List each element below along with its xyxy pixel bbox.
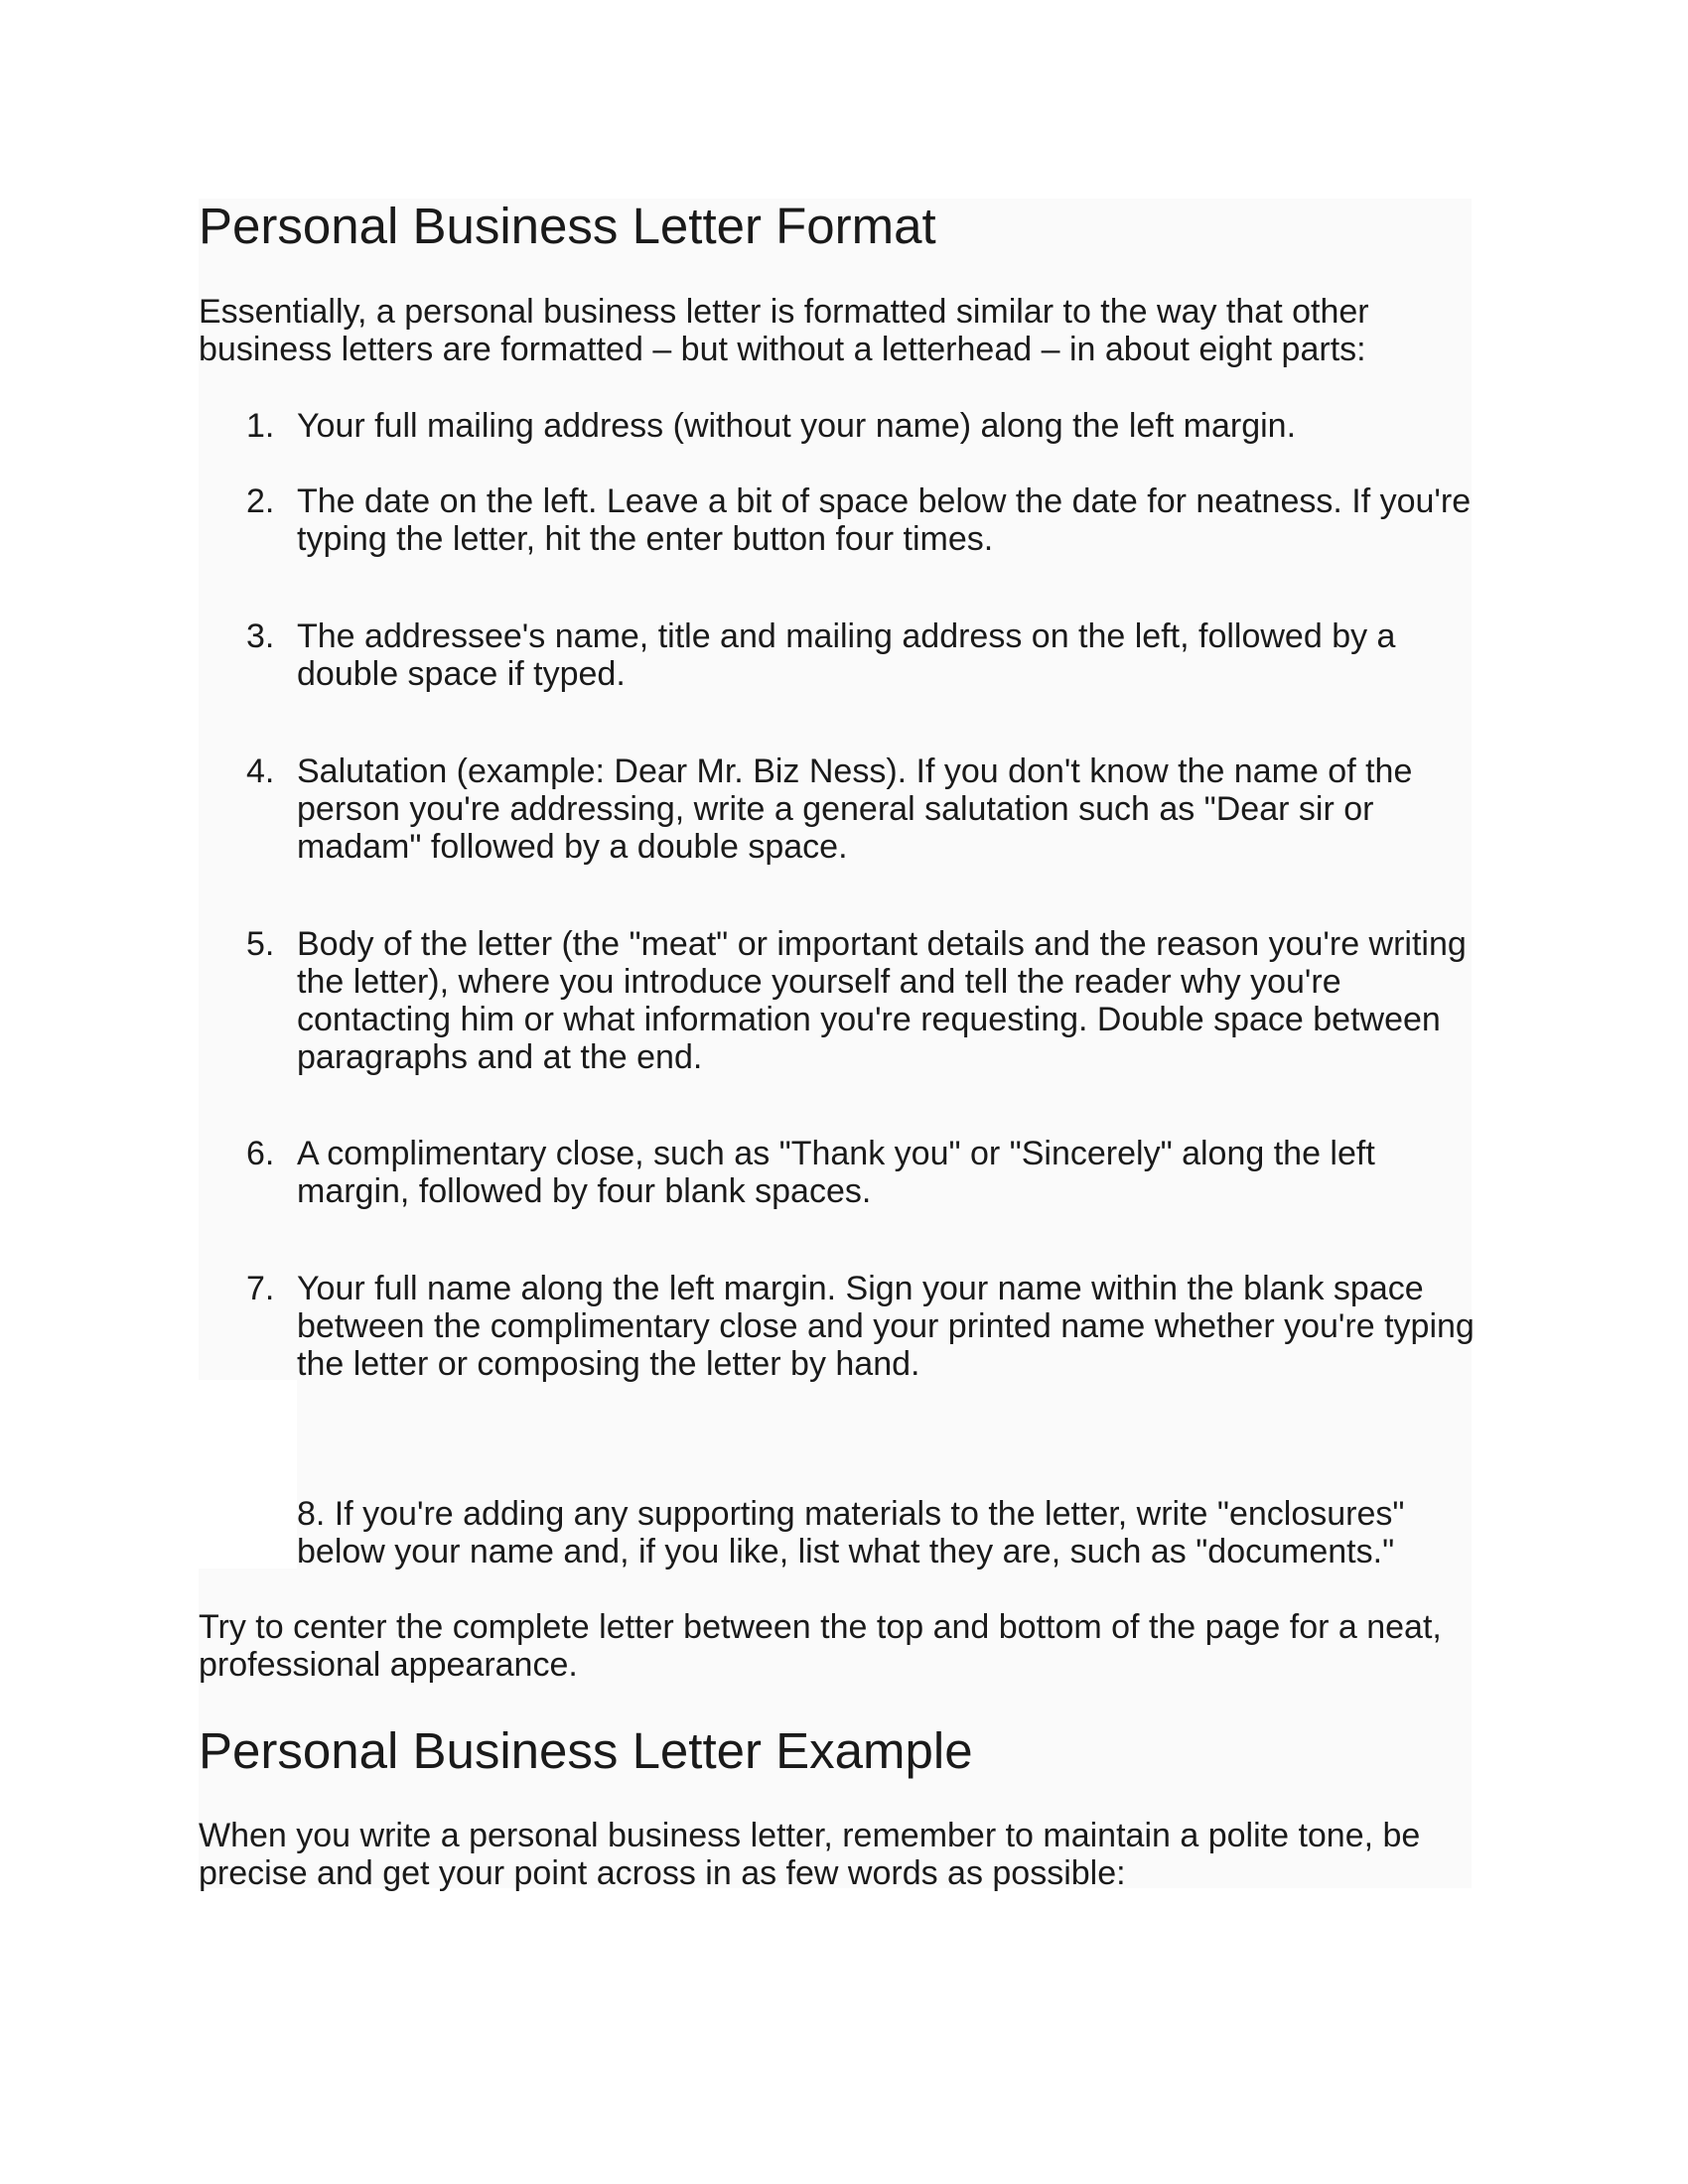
- list-number: 7.: [246, 1270, 275, 1307]
- list-item-6: [199, 1135, 1489, 1210]
- list-number: 6.: [246, 1135, 275, 1172]
- list-item-7: [199, 1270, 1489, 1383]
- list-number: 1.: [246, 407, 275, 445]
- list-text: The addressee's name, title and mailing address on the left, followed by a double space if typed.: [297, 617, 1396, 693]
- list-number: 4.: [246, 752, 275, 790]
- list-text: Salutation (example: Dear Mr. Biz Ness). If you don't know the name of the person you're addressing, write a general salutation such as "Dear sir or madam" followed by a double space.: [297, 752, 1413, 866]
- page-title-format: Personal Business Letter Format: [199, 198, 936, 254]
- list-text: The date on the left. Leave a bit of space below the date for neatness. If you're typing the letter, hit the enter button four times.: [297, 482, 1472, 558]
- list-text: Your full name along the left margin. Sign your name within the blank space between the complimentary close and your printed name whether you're typing the letter or composing the letter by hand.: [297, 1270, 1475, 1383]
- list-item-1: [199, 407, 1489, 445]
- intro-paragraph: Essentially, a personal business letter is formatted similar to the way that other business letters are formatted – but without a letterhead – in about eight parts:: [199, 293, 1369, 368]
- list-text: Body of the letter (the "meat" or important details and the reason you're writing the letter), where you introduce yourself and tell the reader why you're contacting him or what information you're requesting. Double space between paragraphs and at the end.: [297, 925, 1467, 1076]
- list-item-8: 8. If you're adding any supporting materials to the letter, write "enclosures" below your name and, if you like, list what they are, such as "documents.": [297, 1495, 1405, 1570]
- list-item-3: [199, 617, 1489, 693]
- list-text: A complimentary close, such as "Thank you" or "Sincerely" along the left margin, followed by four blank spaces.: [297, 1135, 1375, 1210]
- section-title-example: Personal Business Letter Example: [199, 1722, 973, 1779]
- list-item-4: [199, 752, 1489, 866]
- list-number: 3.: [246, 617, 275, 655]
- list-item-5: [199, 925, 1489, 1076]
- closing-paragraph: Try to center the complete letter between the top and bottom of the page for a neat, professional appearance.: [199, 1608, 1442, 1684]
- list-text: Your full mailing address (without your name) along the left margin.: [297, 407, 1297, 445]
- list-number: 2.: [246, 482, 275, 520]
- example-intro-paragraph: When you write a personal business letter, remember to maintain a polite tone, be precise and get your point across in as few words as possible:: [199, 1817, 1421, 1892]
- list-item-2: [199, 482, 1489, 558]
- list-number: 5.: [246, 925, 275, 963]
